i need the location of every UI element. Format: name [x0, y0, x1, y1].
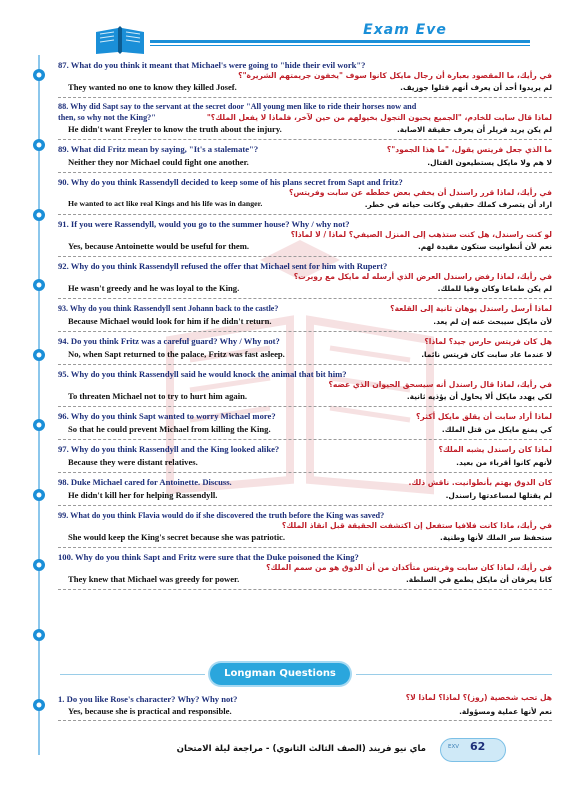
question-arabic: في رأيك، لماذا قرر راسندل أن يخفي بعض خططه عن سابت وفريتس؟	[288, 188, 552, 197]
divider	[58, 256, 552, 257]
book-logo-icon	[92, 22, 148, 56]
answer-arabic: كانا يعرفان أن مايكل يطمع في السلطة.	[405, 575, 552, 584]
question-87	[58, 60, 552, 98]
answer-text: Because they were distant relatives.	[68, 457, 198, 467]
section-rule-left	[60, 674, 205, 675]
answer-text: Neither they nor Michael could fight one another.	[68, 157, 249, 167]
answer-arabic: ستحفظ سر الملك لأنها وطنية.	[440, 533, 552, 542]
divider	[58, 298, 552, 299]
question-number: 93.	[58, 304, 68, 313]
question-arabic: لماذا كان راسندل يشبه الملك؟	[438, 445, 552, 454]
answer-arabic: لا عندما عاد سابت كان فريتس نائما.	[421, 350, 552, 359]
divider	[58, 720, 552, 721]
question-arabic: لماذا أراد سابت أن يقلق مايكل أكثر؟	[415, 412, 552, 421]
question-94	[58, 336, 552, 365]
question-arabic: في رأيك، لماذا قال راسندل أنه سيسحق الحيوان الذي عضه؟	[328, 380, 552, 389]
question-90	[58, 177, 552, 215]
divider	[58, 589, 552, 590]
divider	[58, 472, 552, 473]
answer-arabic: نعم لأن أنطوانيت ستكون مفيدة لهم.	[417, 242, 552, 251]
question-number: 96.	[58, 411, 69, 421]
header-rule-thin	[150, 45, 530, 46]
question-number: 89.	[58, 144, 69, 154]
divider	[58, 97, 552, 98]
longman-question-1	[58, 692, 552, 721]
answer-text: He wasn't greedy and he was loyal to the King.	[68, 283, 240, 293]
footer-title: ماي نيو فريند (الصف الثالث الثانوي) - مراجعة ليلة الامتحان	[176, 744, 426, 754]
question-arabic: في رأيك، ماذا كانت فلافيا ستفعل إن اكتشفت الحقيقة قبل انقاذ الملك؟	[281, 521, 552, 530]
answer-arabic: اراد أن يتصرف كملك حقيقي وكانت حياته في خطر.	[364, 200, 552, 209]
question-text: Why do you think Rassendyll decided to keep some of his plans secret from Sapt and fritz?	[70, 177, 403, 187]
page-footer	[0, 732, 566, 800]
questions-list	[58, 60, 552, 594]
divider	[58, 331, 552, 332]
divider	[58, 439, 552, 440]
question-text: Do you like Rose's character? Why? Why not?	[66, 694, 238, 704]
divider	[58, 139, 552, 140]
question-arabic: في رأيك، لماذا رفض راسندل العرض الذي أرسله له مايكل مع روبرت؟	[293, 272, 552, 281]
question-number: 100.	[58, 552, 74, 562]
longman-questions	[58, 692, 552, 725]
question-arabic: لو كنت راسندل، هل كنت ستذهب إلى المنزل الصيفي؟ لماذا / لا لماذا؟	[290, 230, 552, 239]
answer-arabic: لم يريدوا أحد أن يعرف أنهم قتلوا جوزيف.	[400, 83, 552, 92]
question-number: 88.	[58, 102, 69, 111]
question-text: Duke Michael cared for Antoinette. Discuss.	[70, 477, 232, 487]
divider	[58, 172, 552, 173]
question-93	[58, 303, 552, 332]
question-text: Do you think Fritz was a careful guard? Why / Why not?	[70, 336, 280, 346]
page-sub-label: EXV	[448, 744, 460, 750]
left-decoration-strip	[22, 55, 56, 755]
question-88	[58, 102, 552, 140]
answer-text: To threaten Michael not to try to hurt him again.	[68, 391, 248, 401]
question-text: Why do you think Rassendyll sent Johann back to the castle?	[69, 304, 279, 313]
answer-arabic: لأنهم كانوا أقرباء من بعيد.	[456, 458, 552, 467]
question-text: Why do you think Rassendyll and the King looked alike?	[70, 444, 280, 454]
answer-arabic: كي يمنع مايكل من قتل الملك.	[441, 425, 552, 434]
answer-text: He didn't kill her for helping Rassendyll.	[68, 490, 218, 500]
question-91	[58, 219, 552, 257]
question-text: What do you think Flavia would do if she discovered the truth before the King was saved?	[70, 511, 385, 520]
section-badge	[210, 663, 350, 685]
question-number: 91.	[58, 219, 69, 229]
answer-arabic: لم يقتلها لمساعدتها راسندل.	[445, 491, 552, 500]
answer-text: He wanted to act like real Kings and his life was in danger.	[68, 199, 263, 208]
page-header	[0, 0, 566, 58]
question-arabic: في رأيك، ما المقصود بعبارة أن رجال مايكل كانوا سوف "يخفون جريمتهم الشريرة"؟	[238, 71, 552, 80]
answer-arabic: لكي يهدد مايكل ألا يحاول أن يؤذيه ثانية.	[406, 392, 552, 401]
answer-arabic: لم يكن يريد فريلر أن يعرف حقيقة الاصابة.	[396, 125, 552, 134]
question-number: 98.	[58, 477, 69, 487]
answer-arabic: لم يكن طماعا وكان وفيا للملك.	[437, 284, 552, 293]
question-arabic: كان الدوق يهتم بأنطوانيت. ناقش ذلك.	[408, 478, 552, 487]
answer-text: No, when Sapt returned to the palace, Fritz was fast asleep.	[68, 349, 285, 359]
question-number: 97.	[58, 444, 69, 454]
answer-text: Yes, because Antoinette would be useful for them.	[68, 241, 250, 251]
answer-text: He didn't want Freyler to know the truth about the injury.	[68, 124, 282, 134]
divider	[58, 547, 552, 548]
question-number: 99.	[58, 511, 69, 520]
question-text: Why do you think Sapt wanted to worry Michael more?	[70, 411, 276, 421]
header-rule	[150, 40, 530, 43]
question-text: Why do you think Sapt and Fritz were sure that the Duke poisoned the King?	[75, 552, 359, 562]
question-98	[58, 477, 552, 506]
question-arabic: ما الذي جعل فريتس يقول، "ما هذا الجمود"؟	[386, 145, 552, 154]
question-96	[58, 411, 552, 440]
question-arabic: في رأيك، لماذا كان سابت وفريتس متأكدان من أن الدوق هو من سمم الملك؟	[266, 563, 552, 572]
question-arabic: هل تحب شخصية (روز)؟ لماذا؟ لماذا لا؟	[405, 693, 552, 702]
answer-text: They wanted no one to know they killed Josef.	[68, 82, 237, 92]
brand-title: Exam Eve	[363, 22, 447, 38]
question-text: Why do you think Rassendyll said he would knock the animal that bit him?	[70, 369, 347, 379]
question-arabic: هل كان فريتس حارس جيد؟ لماذا؟	[424, 337, 552, 346]
answer-arabic: لأن مايكل سيبحث عنه إن لم يعد.	[433, 317, 552, 326]
divider	[58, 505, 552, 506]
divider	[58, 406, 552, 407]
question-text: What do you think it meant that Michael's were going to "hide their evil work"?	[70, 60, 366, 70]
question-number: 1.	[58, 694, 65, 704]
divider	[58, 364, 552, 365]
question-text: What did Fritz mean by saying, "It's a stalemate"?	[70, 144, 259, 154]
question-number: 92.	[58, 261, 69, 271]
divider	[58, 214, 552, 215]
question-arabic: لماذا قال سابت للخادم، "الجميع يحبون التجول بخيولهم من حين لآخر، فلماذا لا يفعل الملك؟"	[206, 113, 552, 122]
question-text: If you were Rassendyll, would you go to the summer house? Why / why not?	[70, 219, 350, 229]
answer-arabic: لا هم ولا مايكل يستطيعون القتال.	[427, 158, 552, 167]
answer-text: She would keep the King's secret because she was patriotic.	[68, 532, 286, 542]
question-100	[58, 552, 552, 590]
question-number: 95.	[58, 369, 69, 379]
answer-text: So that he could prevent Michael from killing the King.	[68, 424, 271, 434]
section-rule-right	[356, 674, 552, 675]
answer-text: They knew that Michael was greedy for power.	[68, 574, 240, 584]
question-text-cont: then, so why not the King?"	[58, 112, 156, 122]
question-97	[58, 444, 552, 473]
question-text: Why do you think Rassendyll refused the offer that Michael sent for him with Rupert?	[70, 261, 388, 271]
section-title: Longman Questions	[224, 668, 336, 679]
question-92	[58, 261, 552, 299]
answer-arabic: نعم لأنها عملية ومسؤولة.	[459, 707, 552, 716]
question-89	[58, 144, 552, 173]
question-number: 87.	[58, 60, 69, 70]
question-number: 90.	[58, 177, 69, 187]
question-text: Why did Sapt say to the servant at the secret door "All young men like to ride their horses now and	[70, 102, 417, 111]
answer-text: Yes, because she is practical and responsible.	[68, 706, 232, 716]
answer-text: Because Michael would look for him if he didn't return.	[68, 316, 272, 326]
question-99	[58, 510, 552, 548]
question-number: 94.	[58, 336, 69, 346]
question-arabic: لماذا أرسل راسندل يوهان ثانية إلى القلعة؟	[390, 304, 552, 313]
question-95	[58, 369, 552, 407]
page-number: 62	[470, 740, 486, 753]
